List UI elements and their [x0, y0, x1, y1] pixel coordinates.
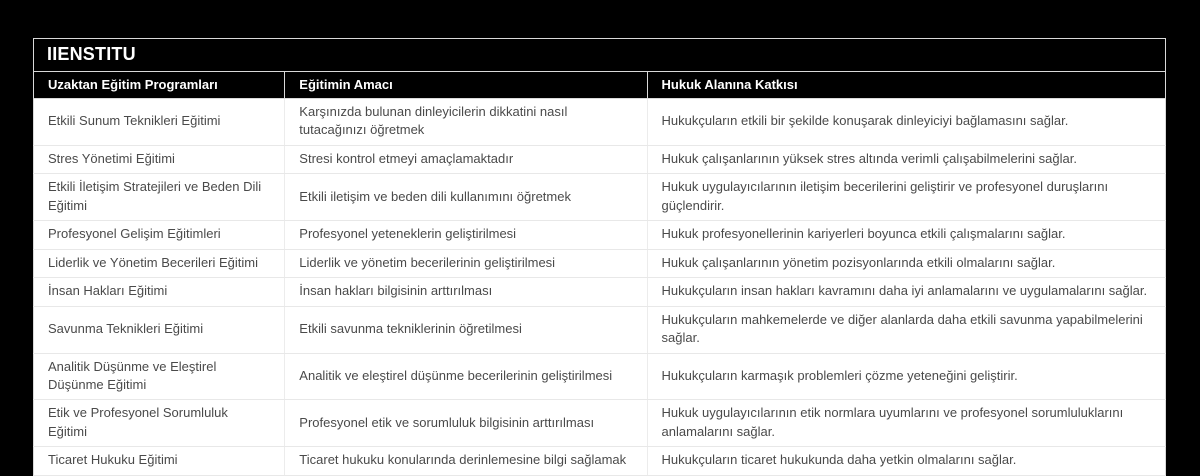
table-cell-contribution: Hukuk uygulayıcılarının etik normlara uyumlarını ve profesyonel sorumluluklarını anlamalarını sağlar. [647, 400, 1165, 447]
page-title: IIENSTITU [33, 38, 1166, 72]
table-cell-program: Analitik Düşünme ve Eleştirel Düşünme Eğitimi [34, 353, 285, 400]
table-cell-program: İnsan Hakları Eğitimi [34, 278, 285, 306]
column-header-contribution: Hukuk Alanına Katkısı [647, 72, 1165, 99]
table-cell-contribution: Hukukçuların insan hakları kavramını daha iyi anlamalarını ve uygulamalarını sağlar. [647, 278, 1165, 306]
table-header-row [34, 72, 1166, 99]
table-cell-program: Liderlik ve Yönetim Becerileri Eğitimi [34, 249, 285, 277]
table-row [34, 306, 1166, 353]
column-header-programs: Uzaktan Eğitim Programları [34, 72, 285, 99]
table-cell-purpose: Stresi kontrol etmeyi amaçlamaktadır [285, 145, 647, 173]
table-cell-program: Etkili Sunum Teknikleri Eğitimi [34, 99, 285, 146]
table-cell-program: Savunma Teknikleri Eğitimi [34, 306, 285, 353]
table-cell-purpose: Etkili iletişim ve beden dili kullanımını öğretmek [285, 174, 647, 221]
table-cell-program: Profesyonel Gelişim Eğitimleri [34, 221, 285, 249]
table-cell-program: Etik ve Profesyonel Sorumluluk Eğitimi [34, 400, 285, 447]
table-cell-purpose: Liderlik ve yönetim becerilerinin geliştirilmesi [285, 249, 647, 277]
table-row [34, 221, 1166, 249]
table-cell-contribution: Hukukçuların ticaret hukukunda daha yetkin olmalarını sağlar. [647, 447, 1165, 475]
table-row [34, 353, 1166, 400]
table-body [34, 99, 1166, 476]
table-cell-purpose: Etkili savunma tekniklerinin öğretilmesi [285, 306, 647, 353]
table-cell-purpose: Profesyonel yeteneklerin geliştirilmesi [285, 221, 647, 249]
table-cell-purpose: Ticaret hukuku konularında derinlemesine bilgi sağlamak [285, 447, 647, 475]
table-cell-contribution: Hukuk uygulayıcılarının iletişim becerilerini geliştirir ve profesyonel duruşlarını güçlendirir. [647, 174, 1165, 221]
table-cell-purpose: Karşınızda bulunan dinleyicilerin dikkatini nasıl tutacağınızı öğretmek [285, 99, 647, 146]
table-row [34, 278, 1166, 306]
table-header [34, 72, 1166, 99]
table-cell-purpose: Profesyonel etik ve sorumluluk bilgisinin arttırılması [285, 400, 647, 447]
table-row [34, 249, 1166, 277]
table-row [34, 99, 1166, 146]
table-cell-contribution: Hukukçuların karmaşık problemleri çözme yeteneğini geliştirir. [647, 353, 1165, 400]
table-cell-purpose: İnsan hakları bilgisinin arttırılması [285, 278, 647, 306]
table-row [34, 447, 1166, 475]
column-header-purpose: Eğitimin Amacı [285, 72, 647, 99]
table-cell-contribution: Hukukçuların mahkemelerde ve diğer alanlarda daha etkili savunma yapabilmelerini sağlar. [647, 306, 1165, 353]
table-cell-contribution: Hukuk profesyonellerinin kariyerleri boyunca etkili çalışmalarını sağlar. [647, 221, 1165, 249]
table-cell-contribution: Hukuk çalışanlarının yönetim pozisyonlarında etkili olmalarını sağlar. [647, 249, 1165, 277]
table-cell-program: Ticaret Hukuku Eğitimi [34, 447, 285, 475]
table-row [34, 145, 1166, 173]
table-cell-purpose: Analitik ve eleştirel düşünme becerilerinin geliştirilmesi [285, 353, 647, 400]
table-cell-contribution: Hukukçuların etkili bir şekilde konuşarak dinleyiciyi bağlamasını sağlar. [647, 99, 1165, 146]
programs-table [33, 71, 1166, 476]
table-cell-program: Etkili İletişim Stratejileri ve Beden Dili Eğitimi [34, 174, 285, 221]
table-cell-program: Stres Yönetimi Eğitimi [34, 145, 285, 173]
table-cell-contribution: Hukuk çalışanlarının yüksek stres altında verimli çalışabilmelerini sağlar. [647, 145, 1165, 173]
table-row [34, 174, 1166, 221]
table-row [34, 400, 1166, 447]
content-panel [33, 38, 1166, 476]
